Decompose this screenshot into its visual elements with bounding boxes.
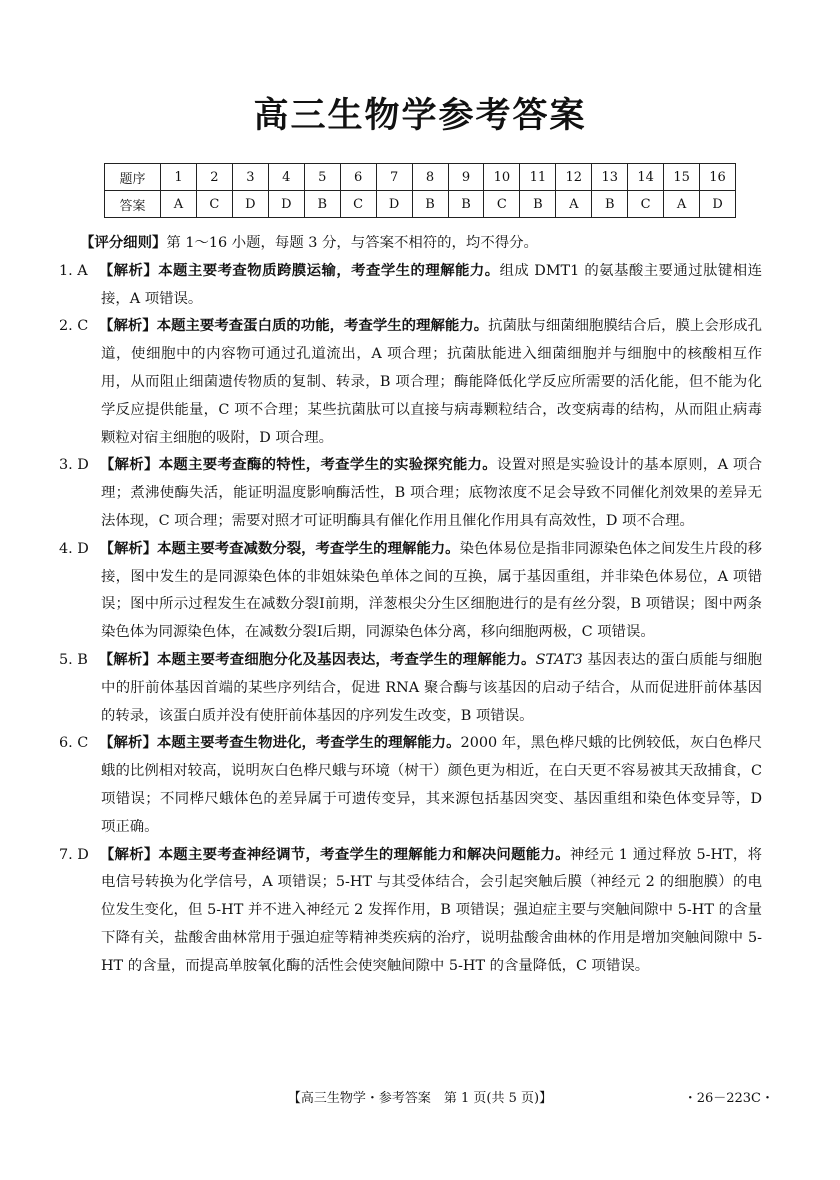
- question-number-cell: 7: [376, 164, 412, 191]
- answer-cell: B: [592, 191, 628, 218]
- explanation-item: [59, 313, 762, 452]
- answer-cell: D: [376, 191, 412, 218]
- question-number-cell: 6: [340, 164, 376, 191]
- analysis-label: 【解析】: [99, 735, 157, 752]
- analysis-body: 抗菌肽与细菌细胞膜结合后，膜上会形成孔道，使细胞中的内容物可通过孔道流出，A 项合理；抗菌肽能进入细菌细胞并与细胞中的核酸相互作用，从而阻止细菌遗传物质的复制、转录，B 项合理；酶能降低化学反应所需要的活化能，但不能为化学反应提供能量，C 项不合理；某些抗菌肽可以直接与病毒颗粒结合，改变病毒的结构，从而阻止病毒颗粒对宿主细胞的吸附，D 项合理。: [101, 318, 762, 446]
- question-answer: 3. D: [59, 457, 89, 474]
- question-number-cell: 10: [484, 164, 520, 191]
- question-answer: 6. C: [59, 735, 89, 752]
- answer-table-row-answers: [105, 191, 736, 218]
- question-number-cell: 11: [520, 164, 556, 191]
- answer-cell: B: [448, 191, 484, 218]
- analysis-lead: 本题主要考查生物进化，考查学生的理解能力。: [156, 735, 461, 752]
- answer-cell: A: [161, 191, 197, 218]
- question-number-cell: 9: [448, 164, 484, 191]
- footer-page-info: 【高三生物学・参考答案 第 1 页(共 5 页)】: [287, 1091, 553, 1106]
- analysis-lead: 本题主要考查减数分裂，考查学生的理解能力。: [157, 540, 460, 557]
- analysis-label: 【解析】: [98, 651, 157, 668]
- analysis-lead: 本题主要考查蛋白质的功能，考查学生的理解能力。: [156, 318, 489, 335]
- analysis-label: 【解析】: [99, 457, 159, 474]
- explanation-item: [59, 730, 762, 841]
- answer-cell: B: [412, 191, 448, 218]
- answer-cell: D: [232, 191, 268, 218]
- answer-cell: C: [484, 191, 520, 218]
- rubric-text: 第 1～16 小题，每题 3 分，与答案不相符的，均不得分。: [166, 235, 538, 251]
- analysis-body: 基因表达的蛋白质能与细胞中的肝前体基因首端的某些序列结合，促进 RNA 聚合酶与该基因的启动子结合，从而促进肝前体基因的转录，该蛋白质并没有使肝前体基因的序列发生改变，B 项错误。: [101, 651, 762, 724]
- question-number-cell: 2: [196, 164, 232, 191]
- footer-code: ・26－223C・: [683, 1091, 774, 1106]
- analysis-label: 【解析】: [99, 846, 159, 863]
- question-number-cell: 5: [304, 164, 340, 191]
- answer-cell: D: [268, 191, 304, 218]
- answer-cell: C: [628, 191, 664, 218]
- answer-cell: B: [304, 191, 340, 218]
- question-answer: 5. B: [59, 651, 88, 668]
- explanation-item: [59, 258, 762, 314]
- analysis-label: 【解析】: [99, 540, 158, 557]
- question-number-cell: 4: [268, 164, 304, 191]
- answer-cell: D: [700, 191, 736, 218]
- question-answer: 4. D: [59, 540, 89, 557]
- row-label-answer: 答案: [105, 191, 161, 218]
- analysis-lead: 本题主要考查神经调节，考查学生的理解能力和解决问题能力。: [158, 846, 570, 863]
- question-number-cell: 12: [556, 164, 592, 191]
- row-label-question-number: 题序: [105, 164, 161, 191]
- analysis-body: 染色体易位是指非同源染色体之间发生片段的移接，图中发生的是同源染色体的非姐妹染色单体之间的互换，属于基因重组，并非染色体易位，A 项错误；图中所示过程发生在减数分裂Ⅰ前期，洋葱根尖分生区细胞进行的是有丝分裂，B 项错误；图中两条染色体为同源染色体，在减数分裂Ⅰ后期，同源染色体分离，移向细胞两极，C 项错误。: [101, 540, 762, 641]
- question-number-cell: 1: [161, 164, 197, 191]
- answer-table: [104, 163, 736, 218]
- analysis-body: 组成 DMT1 的氨基酸主要通过肽键相连接，A 项错误。: [101, 262, 762, 307]
- question-number-cell: 8: [412, 164, 448, 191]
- analysis-body: 设置对照是实验设计的基本原则，A 项合理；煮沸使酶失活，能证明温度影响酶活性，B 项合理；底物浓度不足会导致不同催化剂效果的差异无法体现，C 项合理；需要对照才可证明酶具有催化作用且催化作用具有高效性，D 项不合理。: [101, 457, 762, 529]
- analysis-lead: 本题主要考查细胞分化及基因表达，考查学生的理解能力。: [157, 651, 536, 668]
- question-number-cell: 13: [592, 164, 628, 191]
- answer-cell: B: [520, 191, 556, 218]
- explanation-item: [59, 452, 762, 535]
- analysis-label: 【解析】: [99, 318, 157, 335]
- question-answer: 2. C: [59, 318, 89, 335]
- answer-cell: A: [556, 191, 592, 218]
- answer-cell: C: [196, 191, 232, 218]
- question-number-cell: 15: [664, 164, 700, 191]
- answer-table-row-numbers: [105, 164, 736, 191]
- explanation-item: [59, 842, 762, 981]
- answer-cell: A: [664, 191, 700, 218]
- question-number-cell: 14: [628, 164, 664, 191]
- scoring-rubric: [80, 230, 762, 258]
- explanation-item: [59, 647, 762, 730]
- analysis-body: 2000 年，黑色桦尺蛾的比例较低，灰白色桦尺蛾的比例相对较高，说明灰白色桦尺蛾与环境（树干）颜色更为相近，在白天更不容易被其天敌捕食，C 项错误；不同桦尺蛾体色的差异属于可遗传变异，其来源包括基因突变、基因重组和染色体变异等，D 项正确。: [101, 735, 762, 835]
- answer-cell: C: [340, 191, 376, 218]
- analysis-body: 神经元 1 通过释放 5-HT，将电信号转换为化学信号，A 项错误；5-HT 与其受体结合，会引起突触后膜（神经元 2 的细胞膜）的电位发生变化，但 5-HT 并不进入神经元 2 发挥作用，B 项错误；强迫症主要与突触间隙中 5-HT 的含量下降有关，盐酸舍曲林常用于强迫症等精神类疾病的治疗，说明盐酸舍曲林的作用是增加突触间隙中 5-HT 的含量，而提高单胺氧化酶的活性会使突触间隙中 5-HT 的含量降低，C 项错误。: [101, 846, 762, 974]
- analysis-lead: 本题主要考查物质跨膜运输，考查学生的理解能力。: [158, 262, 500, 279]
- question-number-cell: 3: [232, 164, 268, 191]
- analysis-lead: 本题主要考查酶的特性，考查学生的实验探究能力。: [158, 457, 497, 474]
- gene-name: STAT3: [535, 651, 583, 668]
- explanation-item: [59, 536, 762, 647]
- answer-explanations: [59, 230, 762, 981]
- page-title: 高三生物学参考答案: [253, 96, 587, 136]
- question-number-cell: 16: [700, 164, 736, 191]
- analysis-label: 【解析】: [98, 262, 159, 279]
- question-answer: 1. A: [59, 262, 88, 279]
- rubric-tag: 【评分细则】: [80, 235, 167, 251]
- question-answer: 7. D: [59, 846, 89, 863]
